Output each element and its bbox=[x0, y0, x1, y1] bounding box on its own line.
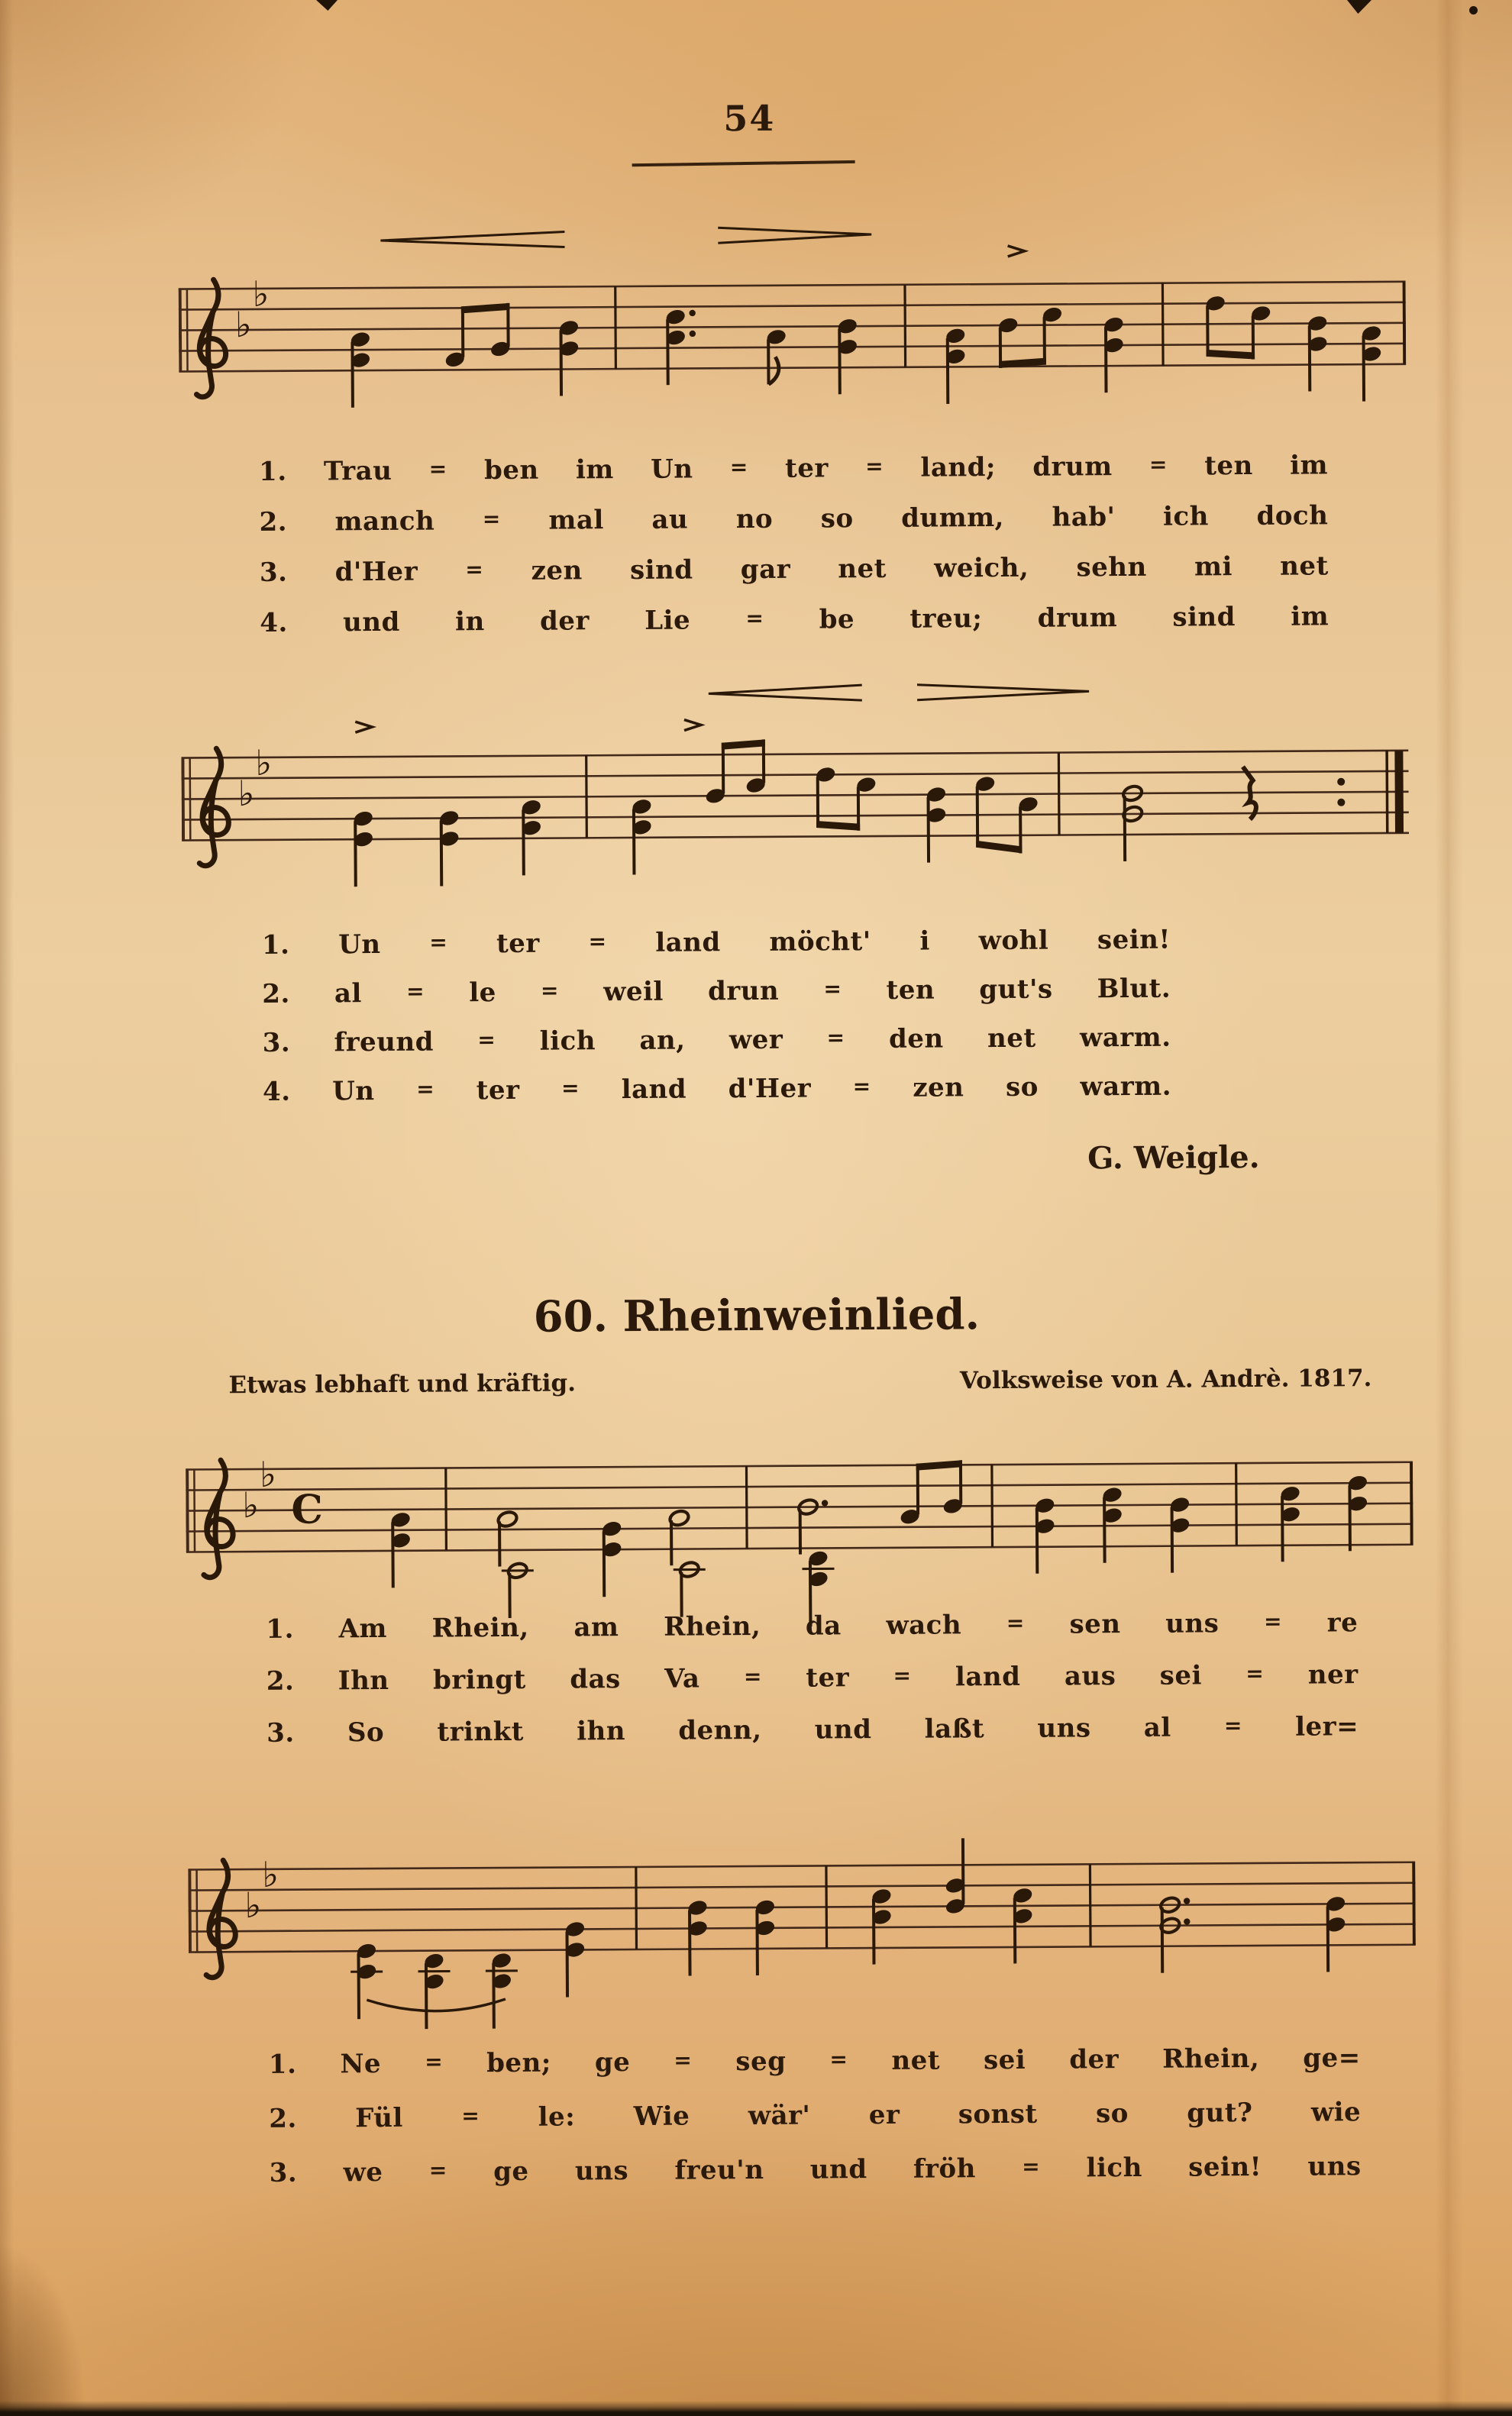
svg-text:C: C bbox=[291, 1486, 323, 1533]
page-crease bbox=[1436, 0, 1463, 2416]
syllable: 3. bbox=[267, 1717, 295, 1749]
syllable: freund bbox=[334, 1026, 435, 1058]
svg-text:♭: ♭ bbox=[242, 1484, 260, 1526]
syllable: no bbox=[735, 503, 774, 535]
syllable: Ne bbox=[340, 2049, 382, 2080]
syllable: al bbox=[1143, 1712, 1171, 1743]
syllable-separator: = bbox=[674, 2047, 693, 2073]
syllable: Rhein, bbox=[431, 1612, 529, 1644]
syllable: le bbox=[469, 977, 496, 1009]
syllable: da bbox=[805, 1610, 842, 1642]
syllable: sein! bbox=[1188, 2151, 1262, 2183]
syllable-separator: = bbox=[429, 929, 448, 955]
syllable-separator: = bbox=[823, 976, 842, 1002]
svg-text:♭: ♭ bbox=[244, 1884, 262, 1927]
lyrics-block-lower-song59 bbox=[261, 924, 1172, 1107]
lyric-line bbox=[266, 1659, 1359, 1697]
syllable: 2. bbox=[266, 1665, 295, 1697]
lyrics-block-upper-song60 bbox=[266, 1607, 1359, 1749]
syllable: sein! bbox=[1097, 924, 1171, 956]
syllable: drum bbox=[1032, 451, 1113, 483]
syllable: ler= bbox=[1295, 1711, 1359, 1743]
syllable: sen bbox=[1069, 1609, 1121, 1640]
syllable: Un bbox=[651, 454, 693, 485]
syllable: re bbox=[1326, 1607, 1359, 1639]
syllable-separator: = bbox=[477, 1027, 496, 1053]
lyric-line bbox=[262, 973, 1171, 1009]
composer-attribution: G. Weigle. bbox=[1087, 1139, 1260, 1177]
syllable: al bbox=[334, 978, 363, 1009]
syllable: Wie bbox=[633, 2101, 690, 2133]
syllable: 4. bbox=[262, 1076, 291, 1107]
scan-speck bbox=[1469, 6, 1478, 15]
syllable: möcht' bbox=[769, 926, 871, 958]
syllable: 2. bbox=[269, 2103, 297, 2134]
syllable: wohl bbox=[978, 925, 1049, 957]
syllable: ge bbox=[493, 2156, 529, 2188]
syllable: net bbox=[987, 1022, 1036, 1055]
scan-bottom-edge bbox=[0, 2401, 1512, 2416]
song-title: 60. Rheinweinlied. bbox=[533, 1289, 981, 1342]
syllable: den bbox=[888, 1023, 944, 1055]
syllable-separator: = bbox=[729, 454, 748, 480]
syllable-separator: = bbox=[865, 453, 884, 480]
music-staff-4 bbox=[188, 1778, 1417, 2038]
syllable: land bbox=[655, 927, 721, 958]
lyric-line bbox=[267, 1711, 1359, 1749]
syllable: im bbox=[1291, 601, 1329, 632]
svg-text:♭: ♭ bbox=[252, 273, 270, 315]
syllable: und bbox=[809, 2154, 867, 2185]
lyric-line bbox=[261, 924, 1171, 961]
syllable: lich bbox=[539, 1026, 596, 1057]
syllable: weil bbox=[603, 976, 664, 1008]
syllable: wie bbox=[1310, 2097, 1362, 2128]
syllable-separator: = bbox=[826, 1025, 845, 1051]
lyric-line bbox=[259, 551, 1329, 588]
syllable: wach bbox=[886, 1610, 962, 1641]
syllable: laßt bbox=[924, 1713, 985, 1745]
syllable: so bbox=[1095, 2098, 1129, 2130]
syllable: sei bbox=[983, 2044, 1026, 2076]
syllable-separator: = bbox=[465, 557, 484, 583]
syllable: So bbox=[347, 1717, 385, 1749]
syllable: warm. bbox=[1079, 1022, 1171, 1054]
syllable-separator: = bbox=[1223, 1713, 1243, 1739]
syllable: 1. bbox=[258, 456, 287, 487]
syllable: und bbox=[814, 1714, 872, 1746]
syllable: Am bbox=[338, 1613, 388, 1645]
syllable-separator: = bbox=[829, 2046, 848, 2072]
music-staff-1 bbox=[178, 198, 1407, 457]
lyric-line bbox=[269, 2097, 1362, 2134]
syllable: der bbox=[1069, 2044, 1119, 2075]
syllable: sehn bbox=[1076, 551, 1147, 583]
svg-text:♭: ♭ bbox=[237, 773, 255, 815]
syllable: ge bbox=[594, 2047, 631, 2078]
syllable-separator: = bbox=[428, 456, 447, 482]
syllable: 2. bbox=[259, 506, 288, 538]
syllable-separator: = bbox=[428, 2157, 447, 2183]
syllable: i bbox=[919, 925, 930, 957]
syllable: sonst bbox=[958, 2098, 1038, 2130]
source-attribution: Volksweise von A. Andrè. 1817. bbox=[959, 1365, 1372, 1395]
syllable: ter bbox=[496, 928, 540, 960]
syllable-separator: = bbox=[482, 506, 501, 532]
syllable: und bbox=[342, 606, 400, 638]
syllable: be bbox=[819, 604, 855, 635]
syllable: an, bbox=[639, 1025, 686, 1056]
syllable: sind bbox=[629, 554, 693, 586]
music-staff-2 bbox=[181, 667, 1410, 926]
syllable: uns bbox=[1307, 2151, 1362, 2182]
syllable: le: bbox=[538, 2101, 576, 2133]
page-number-rule bbox=[632, 160, 855, 166]
syllable: Trau bbox=[323, 455, 393, 487]
syllable: gut's bbox=[979, 974, 1053, 1006]
syllable: ten bbox=[1204, 451, 1253, 482]
syllable-separator: = bbox=[416, 1076, 435, 1102]
lyric-line bbox=[266, 1607, 1359, 1645]
syllable: 3. bbox=[262, 1027, 291, 1058]
lyric-line bbox=[262, 1071, 1172, 1107]
syllable: Blut. bbox=[1097, 973, 1171, 1005]
syllable: ihn bbox=[577, 1716, 626, 1747]
lyrics-block-upper-song59 bbox=[258, 450, 1329, 638]
lyric-line bbox=[269, 2151, 1362, 2188]
syllable: wär' bbox=[748, 2100, 811, 2132]
syllable: 3. bbox=[269, 2157, 298, 2188]
page-curl-shadow bbox=[0, 2199, 168, 2416]
syllable: Va bbox=[664, 1663, 700, 1694]
syllable: aus bbox=[1064, 1661, 1116, 1692]
syllable: 1. bbox=[268, 2049, 297, 2080]
syllable: mal bbox=[548, 505, 604, 536]
syllable: Rhein, bbox=[1162, 2043, 1260, 2075]
syllable: im bbox=[1289, 450, 1329, 481]
syllable: mi bbox=[1194, 551, 1233, 583]
tempo-marking: Etwas lebhaft und kräftig. bbox=[228, 1369, 577, 1400]
music-staff-3 bbox=[185, 1378, 1413, 1638]
syllable: hab' bbox=[1052, 502, 1116, 533]
syllable: trinkt bbox=[437, 1716, 525, 1748]
syllable-separator: = bbox=[1022, 2153, 1041, 2179]
syllable-separator: = bbox=[1263, 1608, 1283, 1634]
syllable: freu'n bbox=[674, 2154, 764, 2186]
syllable: zen bbox=[531, 555, 583, 586]
syllable: denn, bbox=[678, 1714, 762, 1746]
syllable: ben; bbox=[486, 2047, 551, 2079]
syllable: 2. bbox=[262, 978, 290, 1009]
syllable: Lie bbox=[645, 605, 691, 636]
syllable: drum bbox=[1037, 602, 1118, 634]
syllable: Rhein, bbox=[664, 1610, 761, 1642]
syllable-separator: = bbox=[852, 1074, 871, 1100]
syllable: im bbox=[575, 454, 614, 486]
syllable: treu; bbox=[909, 603, 983, 635]
syllable-separator: = bbox=[893, 1662, 912, 1688]
lyric-line bbox=[258, 450, 1329, 487]
syllable: Un bbox=[332, 1076, 375, 1107]
syllable: lich bbox=[1086, 2152, 1142, 2184]
syllable: ben bbox=[483, 454, 539, 486]
syllable-separator: = bbox=[588, 929, 607, 954]
syllable-separator: = bbox=[405, 978, 425, 1004]
syllable: uns bbox=[1165, 1608, 1220, 1639]
page-number: 54 bbox=[723, 97, 776, 140]
syllable: Ihn bbox=[338, 1665, 389, 1697]
syllable: fröh bbox=[913, 2153, 977, 2185]
svg-text:♭: ♭ bbox=[255, 741, 273, 783]
syllable: so bbox=[820, 503, 854, 535]
syllable-separator: = bbox=[1245, 1660, 1265, 1687]
syllable-separator: = bbox=[745, 605, 764, 631]
syllable-separator: = bbox=[425, 2049, 444, 2075]
syllable: d'Her bbox=[728, 1073, 812, 1105]
syllable: wer bbox=[729, 1024, 783, 1056]
page-edge-shade bbox=[0, 0, 14, 2416]
lyrics-block-lower-song60 bbox=[268, 2043, 1362, 2188]
syllable: net bbox=[891, 2045, 941, 2076]
syllable: ter bbox=[806, 1662, 850, 1694]
syllable-separator: = bbox=[461, 2103, 480, 2129]
syllable: doch bbox=[1256, 500, 1329, 531]
syllable: land; bbox=[920, 452, 997, 483]
syllable: gar bbox=[740, 554, 791, 586]
syllable: 1. bbox=[261, 929, 290, 961]
lyric-line bbox=[262, 1022, 1171, 1058]
syllable: 4. bbox=[260, 607, 288, 638]
syllable: uns bbox=[574, 2156, 629, 2187]
lyric-line bbox=[260, 601, 1329, 638]
syllable: Un bbox=[338, 929, 381, 961]
syllable: das bbox=[570, 1664, 621, 1695]
syllable: manch bbox=[334, 505, 435, 538]
syllable: seg bbox=[735, 2046, 787, 2078]
syllable: in bbox=[454, 606, 485, 638]
syllable: der bbox=[539, 606, 590, 637]
syllable: gut? bbox=[1187, 2098, 1253, 2129]
svg-text:♭: ♭ bbox=[234, 304, 252, 346]
syllable: weich, bbox=[934, 552, 1029, 584]
syllable: am bbox=[573, 1612, 619, 1643]
syllable-separator: = bbox=[561, 1075, 580, 1101]
syllable: dumm, bbox=[901, 502, 1005, 534]
syllable-separator: = bbox=[540, 977, 560, 1003]
lyric-line bbox=[259, 500, 1329, 538]
syllable: au bbox=[651, 504, 689, 535]
syllable: we bbox=[343, 2157, 383, 2188]
syllable: 3. bbox=[259, 557, 288, 588]
svg-text:♭: ♭ bbox=[262, 1853, 279, 1895]
syllable: zen bbox=[913, 1072, 964, 1103]
syllable: ter bbox=[476, 1074, 520, 1106]
syllable: warm. bbox=[1080, 1071, 1172, 1103]
syllable: land bbox=[955, 1661, 1021, 1693]
syllable: ner bbox=[1307, 1659, 1359, 1691]
syllable: ge= bbox=[1303, 2043, 1361, 2074]
syllable: ter bbox=[784, 453, 829, 484]
syllable: land bbox=[621, 1074, 687, 1106]
syllable: uns bbox=[1037, 1713, 1091, 1744]
syllable: Fül bbox=[355, 2102, 404, 2134]
lyric-line bbox=[268, 2043, 1361, 2080]
svg-text:♭: ♭ bbox=[259, 1453, 276, 1495]
syllable-separator: = bbox=[743, 1663, 762, 1690]
syllable: er bbox=[868, 2099, 900, 2131]
syllable: ich bbox=[1162, 501, 1210, 532]
syllable: ten bbox=[886, 974, 935, 1006]
syllable: sind bbox=[1172, 602, 1236, 633]
syllable: drun bbox=[707, 975, 780, 1007]
syllable: so bbox=[1005, 1071, 1039, 1103]
syllable: bringt bbox=[432, 1664, 526, 1696]
syllable: 1. bbox=[266, 1613, 294, 1645]
syllable-separator: = bbox=[1006, 1610, 1025, 1636]
syllable-separator: = bbox=[1149, 451, 1168, 477]
syllable: sei bbox=[1159, 1660, 1203, 1691]
syllable: d'Her bbox=[334, 556, 418, 588]
syllable: net bbox=[838, 553, 887, 585]
syllable: net bbox=[1280, 551, 1329, 582]
